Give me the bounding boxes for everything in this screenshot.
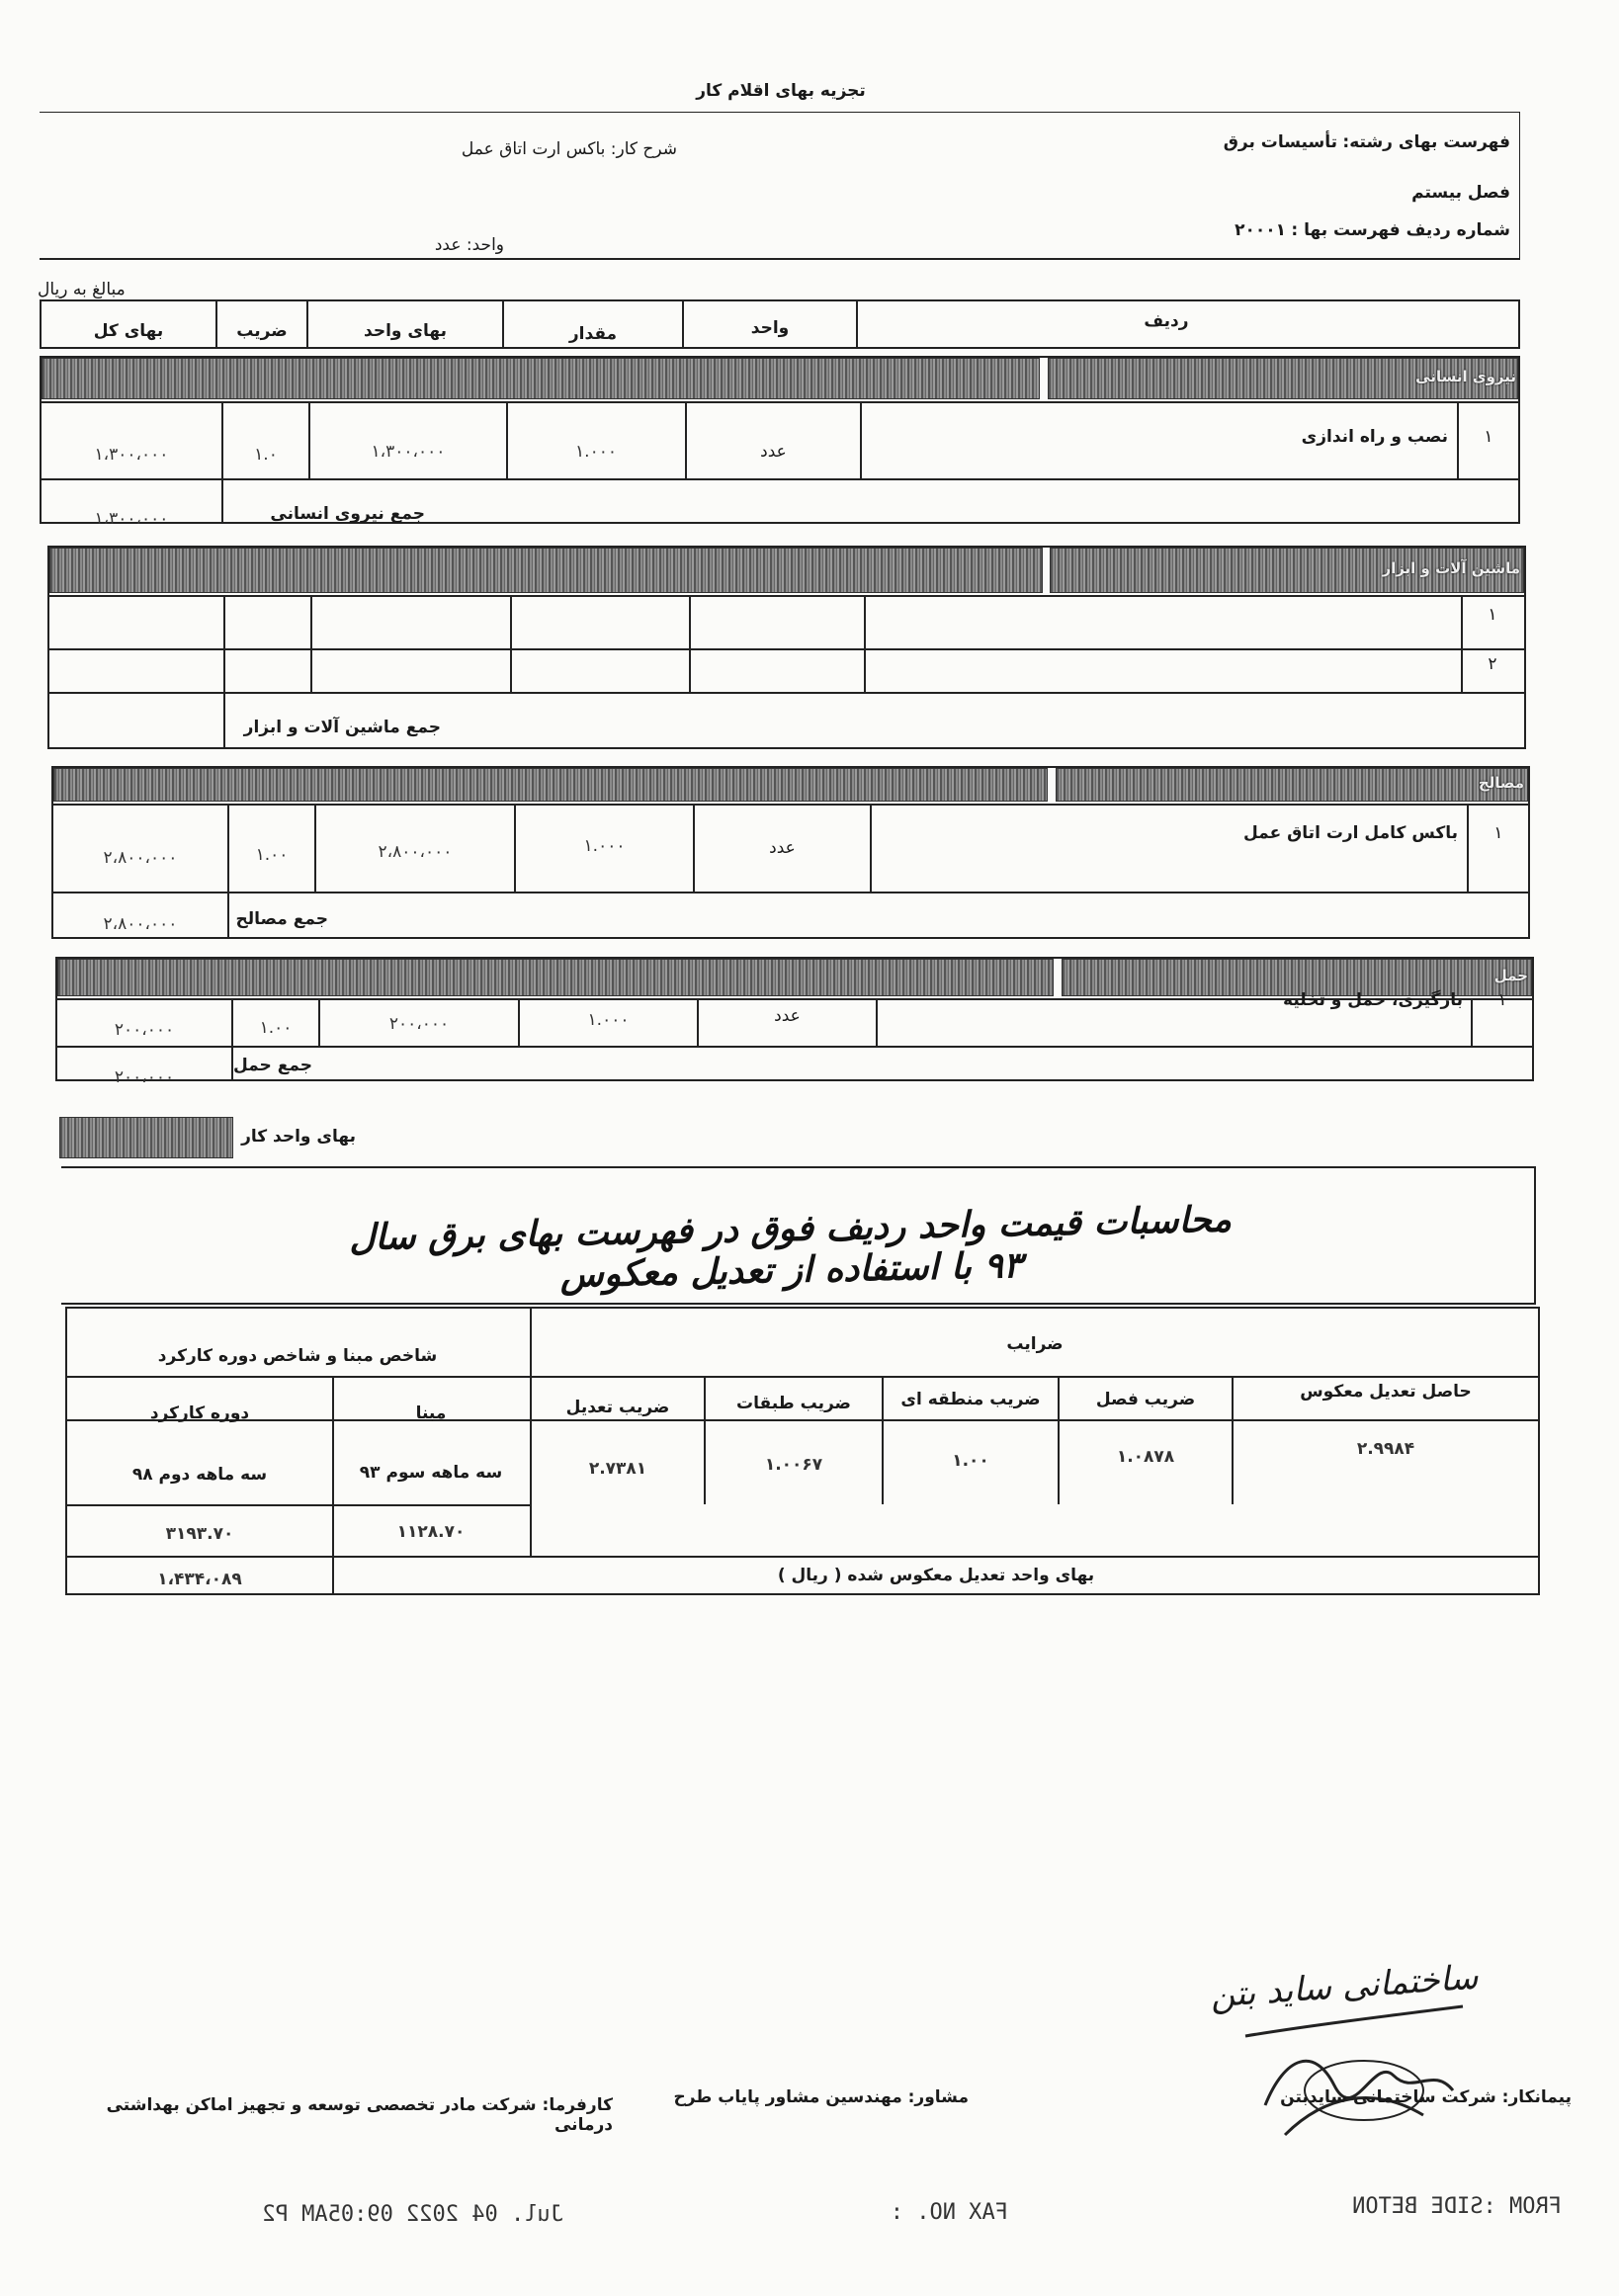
- season-value: ۱.۰۸۷۸: [1116, 1447, 1175, 1467]
- page-title: تجزیه بهای اقلام کار: [696, 81, 866, 101]
- contractor: پیمانکار: شرکت ساختمانی سایدبتن: [1280, 2087, 1572, 2107]
- row-quantity: ۱.۰۰۰: [575, 442, 617, 462]
- row-description: باکس کامل ارت اتاق عمل: [1243, 823, 1458, 843]
- signature-scribble-icon: [1226, 1997, 1483, 2145]
- row-coef: ۱.۰۰: [255, 845, 289, 865]
- employer: کارفرما: شرکت مادر تخصصی توسعه و تجهیز اماکن بهداشتی درمانی: [106, 2095, 613, 2135]
- row-description: بارگیری، حمل و تخلیه: [1283, 990, 1463, 1010]
- machinery-header: ماشین آلات و ابزار: [1382, 559, 1520, 577]
- row-quantity: ۱.۰۰۰: [587, 1010, 630, 1030]
- final-value: ۱،۴۳۴،۰۸۹: [157, 1570, 242, 1589]
- index-header: شاخص مبنا و شاخص دوره کارکرد: [157, 1346, 438, 1366]
- labor-header-bar: [42, 358, 1040, 399]
- price-list-line: [1016, 132, 1510, 152]
- unit-work-price-bar: [59, 1117, 233, 1158]
- work-index: ۳۱۹۳.۷۰: [165, 1524, 234, 1544]
- fax-no: FAX NO. :: [890, 2200, 1008, 2225]
- row-quantity: ۱.۰۰۰: [583, 836, 626, 856]
- work-period: سه ماهه دوم ۹۸: [131, 1465, 268, 1485]
- col-coef: ضریب: [236, 321, 288, 341]
- machinery-row-2-number: ۲: [1488, 654, 1497, 674]
- price-list-value: تأسیسات برق: [1223, 132, 1337, 152]
- unit-label: واحد:: [466, 235, 504, 255]
- floors-col: ضریب طبقات: [736, 1394, 851, 1413]
- unit-work-price-label: بهای واحد کار: [241, 1127, 356, 1147]
- row-coef: ۱.۰: [254, 445, 278, 465]
- row-unit: عدد: [769, 838, 796, 858]
- result-col: حاصل تعدیل معکوس: [1300, 1382, 1472, 1402]
- row-unit-price: ۲،۸۰۰،۰۰۰: [378, 842, 453, 862]
- work-desc-value: باکس ارت اتاق عمل: [461, 139, 606, 159]
- row-number: ۱: [1497, 990, 1507, 1010]
- floors-value: ۱.۰۰۶۷: [764, 1455, 823, 1475]
- col-row: ردیف: [1144, 311, 1189, 331]
- row-coef: ۱.۰۰: [259, 1018, 293, 1038]
- materials-header-bar: [53, 768, 1048, 802]
- transport-header: حمل: [1493, 967, 1528, 984]
- region-col: ضریب منطقه ای: [900, 1390, 1041, 1409]
- transport-sum-label: جمع حمل: [232, 1056, 312, 1075]
- season-col: ضریب فصل: [1095, 1390, 1196, 1409]
- fax-from: FROM :SIDE BETON: [1352, 2194, 1562, 2219]
- materials-header-bar-right: [1056, 768, 1528, 802]
- materials-sum-label: جمع مصالح: [235, 909, 328, 929]
- unit-line: [395, 235, 504, 255]
- labor-sum-label: جمع نیروی انسانی: [270, 504, 425, 524]
- item-number-line: [1016, 220, 1510, 240]
- col-total: بهای کل: [93, 321, 164, 341]
- work-desc-line: [445, 139, 677, 159]
- machinery-sum-label: جمع ماشین آلات و ابزار: [243, 718, 441, 737]
- col-quantity: مقدار: [568, 324, 618, 344]
- row-number: ۱: [1484, 427, 1493, 447]
- signature: ساختمانی ساید بتن: [1209, 1957, 1480, 2016]
- transport-sum-value: ۲۰۰،۰۰۰: [114, 1067, 175, 1087]
- base-col: مبنا: [415, 1403, 447, 1423]
- consultant: مشاور: مهندسین مشاور پایاب طرح: [673, 2087, 969, 2107]
- labor-sum-value: ۱،۳۰۰،۰۰۰: [94, 509, 169, 529]
- work-desc-label: شرح کار:: [610, 139, 677, 159]
- row-unit-price: ۲۰۰،۰۰۰: [388, 1014, 450, 1034]
- row-total: ۱،۳۰۰،۰۰۰: [94, 445, 169, 465]
- item-number-value: ۲۰۰۰۱: [1235, 220, 1287, 240]
- row-total: ۲،۸۰۰،۰۰۰: [103, 848, 178, 868]
- machinery-header-bar: [49, 548, 1043, 593]
- calc-title: محاسبات قیمت واحد ردیف فوق در فهرست بهای برق سال ۹۳ با استفاده از تعدیل معکوس: [348, 1198, 1233, 1296]
- period-col: دوره کارکرد: [149, 1403, 250, 1423]
- col-unit: واحد: [750, 318, 790, 338]
- price-list-label: فهرست بهای رشته:: [1342, 132, 1510, 152]
- coefs-header: ضرایب: [1006, 1334, 1064, 1354]
- unit-value: عدد: [434, 235, 462, 255]
- row-description: نصب و راه اندازی: [1301, 427, 1448, 447]
- row-total: ۲۰۰،۰۰۰: [114, 1020, 175, 1040]
- row-number: ۱: [1493, 823, 1503, 843]
- amounts-note: مبالغ به ریال: [38, 280, 126, 299]
- materials-sum-value: ۲،۸۰۰،۰۰۰: [103, 914, 178, 934]
- adjust-col: ضریب تعدیل: [565, 1398, 670, 1417]
- row-unit: عدد: [774, 1006, 801, 1026]
- chapter-label: فصل بیستم: [1411, 183, 1510, 203]
- col-unit-price: بهای واحد: [364, 321, 447, 341]
- fax-date: Jul. 04 2022 09:05AM P2: [262, 2202, 563, 2227]
- row-unit: عدد: [760, 442, 787, 462]
- result-value: ۲.۹۹۸۴: [1356, 1439, 1415, 1459]
- materials-header: مصالح: [1478, 774, 1524, 792]
- row-unit-price: ۱،۳۰۰،۰۰۰: [371, 442, 446, 462]
- labor-header: نیروی انسانی: [1415, 368, 1516, 385]
- final-label: بهای واحد تعدیل معکوس شده ( ریال ): [777, 1566, 1095, 1585]
- base-index: ۱۱۲۸.۷۰: [396, 1522, 466, 1542]
- machinery-row-1-number: ۱: [1488, 605, 1497, 625]
- item-number-label: شماره ردیف فهرست بها :: [1291, 220, 1510, 240]
- base-period: سه ماهه سوم ۹۳: [359, 1463, 503, 1483]
- adjust-value: ۲.۷۳۸۱: [588, 1459, 647, 1479]
- region-value: ۱.۰۰: [952, 1451, 989, 1471]
